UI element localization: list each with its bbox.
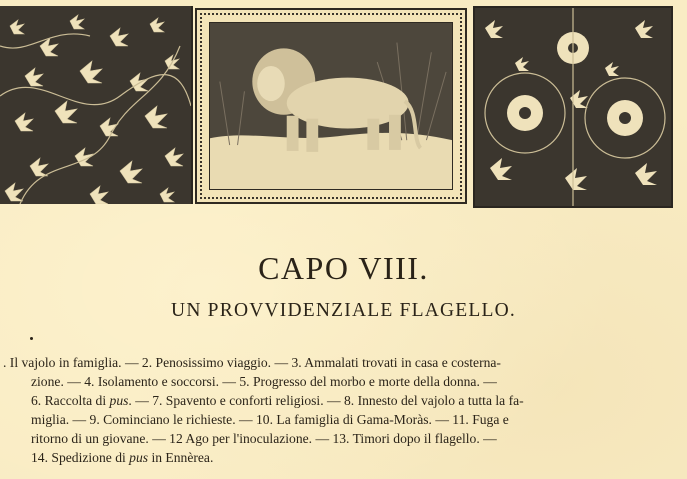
chapter-title: CAPO VIII. — [258, 250, 429, 286]
summary-line — [31, 429, 497, 448]
chapter-subtitle: UN PROVVIDENZIALE FLAGELLO. — [171, 300, 516, 321]
summary-text: in Ennèrea. — [148, 450, 214, 465]
print-speck — [30, 337, 33, 340]
summary-text: 14. Spedizione di — [31, 450, 130, 465]
floral-ornament-icon — [475, 8, 671, 206]
right-ornament-flowers-image — [473, 6, 673, 208]
chapter-header-banner — [0, 0, 687, 210]
summary-italic-term: pus — [129, 450, 149, 465]
lion-illustration-frame — [195, 8, 467, 204]
summary-line — [31, 448, 213, 467]
leaf-ornament-icon — [0, 6, 191, 204]
summary-text: miglia. — 9. Cominciano le richieste. — 10. La famiglia di Gama-Moràs. — 11. Fuga e — [31, 412, 509, 427]
summary-text: ritorno di un giovane. — 12 Ago per l'inoculazione. — 13. Timori dopo il flagello. — — [31, 431, 497, 446]
summary-text: 6. Raccolta di — [31, 393, 110, 408]
summary-text: . — 7. Spavento e conforti religiosi. — 8. Innesto del vajolo a tutta la fa- — [128, 393, 524, 408]
lion-engraving-image — [209, 22, 453, 190]
summary-text: . Il vajolo in famiglia. — 2. Penosissimo viaggio. — 3. Ammalati trovati in casa e costerna- — [3, 355, 501, 370]
left-ornament-leaves-image — [0, 6, 193, 204]
lion-icon — [210, 23, 452, 189]
summary-line — [31, 372, 497, 391]
summary-line — [31, 391, 524, 410]
summary-text: zione. — 4. Isolamento e soccorsi. — 5. Progresso del morbo e morte della donna. — — [31, 374, 497, 389]
summary-line — [3, 353, 501, 372]
summary-italic-term: pus — [109, 393, 129, 408]
summary-line — [31, 410, 509, 429]
